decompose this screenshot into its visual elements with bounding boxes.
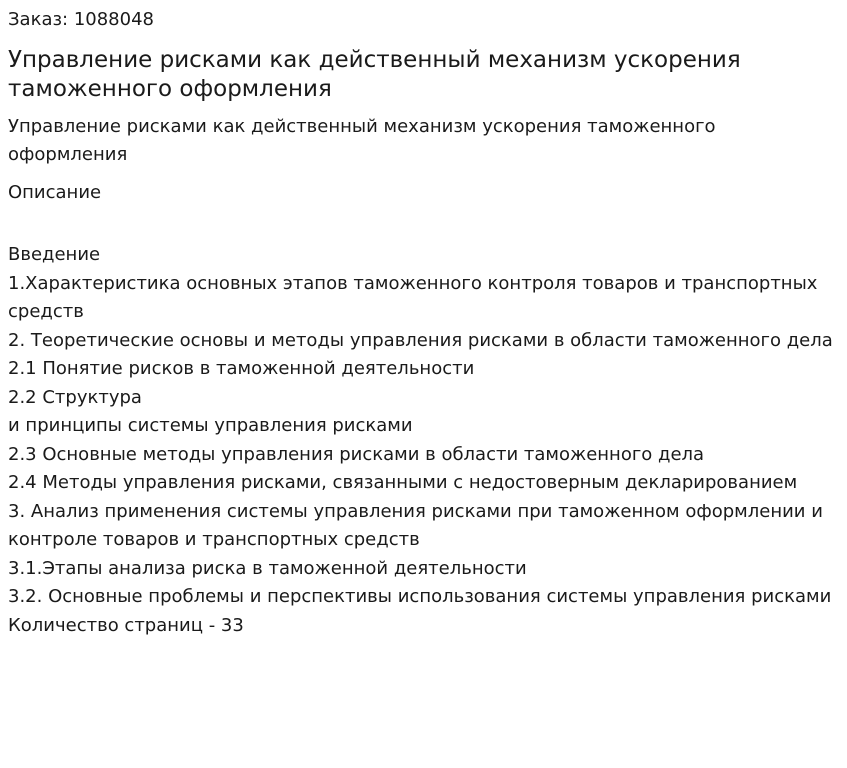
document-title: Управление рисками как действенный механизм ускорения таможенного оформления: [8, 47, 741, 102]
toc-item: Введение: [8, 244, 101, 265]
toc-item: 3.2. Основные проблемы и перспективы использования системы управления рисками: [8, 586, 832, 607]
toc-item: 2.3 Основные методы управления рисками в области таможенного дела: [8, 443, 705, 465]
document-subtitle: Управление рисками как действенный механизм ускорения таможенного оформления: [8, 116, 716, 165]
page-count: Количество страниц - 33: [8, 614, 244, 636]
toc-item: 2.4 Методы управления рисками, связанными с недостоверным декларированием: [8, 472, 798, 493]
toc-item: 2.2 Структура: [8, 386, 142, 408]
toc-item: 2.1 Понятие рисков в таможенной деятельности: [8, 358, 475, 379]
order-number: Заказ: 1088048: [8, 9, 154, 30]
toc-item: 3. Анализ применения системы управления рисками при таможенном оформлении и контроле товаров и транспортных средств: [8, 500, 823, 550]
toc-item: 1.Характеристика основных этапов таможенного контроля товаров и транспортных средств: [8, 272, 818, 322]
toc-item: 3.1.Этапы анализа риска в таможенной деятельности: [8, 557, 527, 579]
toc-item: 2. Теоретические основы и методы управления рисками в области таможенного дела: [8, 329, 833, 351]
toc-item: и принципы системы управления рисками: [8, 415, 413, 436]
description-heading: Описание: [8, 182, 102, 203]
table-of-contents: [8, 241, 839, 612]
